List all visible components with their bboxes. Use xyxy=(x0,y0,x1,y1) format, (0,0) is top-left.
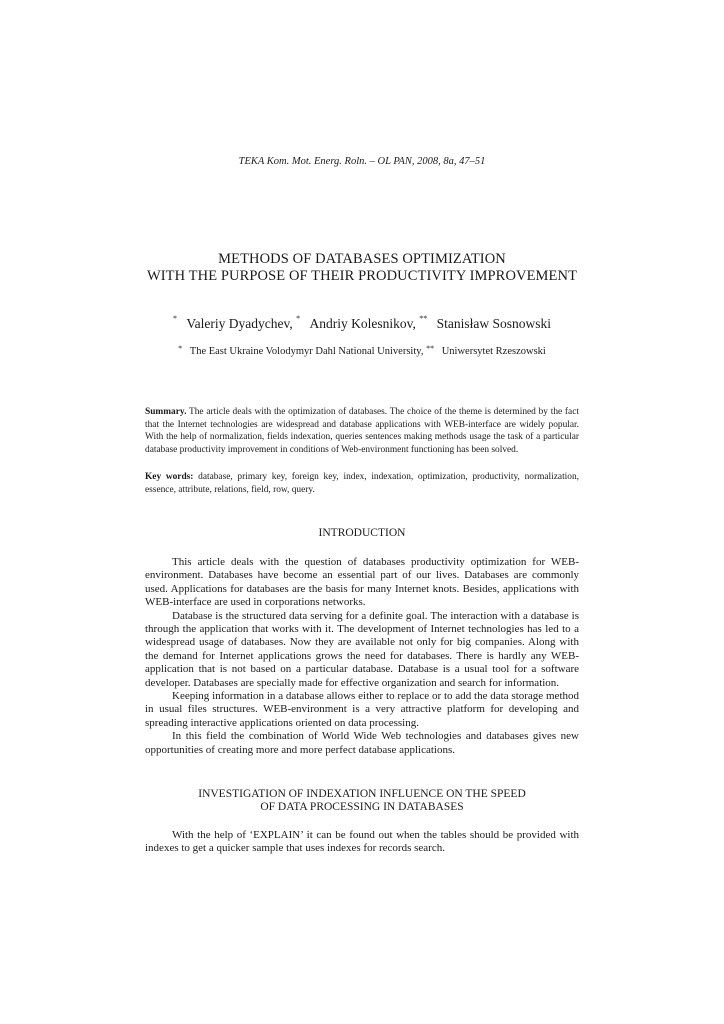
author-2: Andriy Kolesnikov, xyxy=(309,316,416,331)
abstract xyxy=(145,406,579,456)
affiliation-1-mark: * xyxy=(178,344,183,353)
summary-label: Summary. xyxy=(145,407,187,417)
section-heading-introduction: INTRODUCTION xyxy=(318,527,406,539)
affiliations xyxy=(0,346,724,357)
title-line-1: METHODS OF DATABASES OPTIMIZATION xyxy=(218,251,506,267)
keywords-label: Key words: xyxy=(145,472,194,482)
heading-line-1: INVESTIGATION OF INDEXATION INFLUENCE ON THE SPEED xyxy=(198,788,526,800)
author-3-mark: ** xyxy=(419,314,428,323)
author-3: Stanisław Sosnowski xyxy=(436,316,551,331)
keywords xyxy=(145,471,579,496)
heading-line-2: OF DATA PROCESSING IN DATABASES xyxy=(260,801,464,814)
keywords-text: database, primary key, foreign key, index, indexation, optimization, productivity, normalization, essence, attribute, relations, field, row, query. xyxy=(145,472,579,495)
investigation-body xyxy=(145,829,579,856)
author-1-mark: * xyxy=(173,314,177,323)
paragraph: This article deals with the question of databases productivity optimization for WEB-environment. Databases have become an essential part of our lives. Databases are commonly used. Applications for databases are the basis for many Internet knots. Besides, applications with WEB-interface are used in corporations networks. xyxy=(145,556,579,609)
introduction-body xyxy=(145,556,579,757)
journal-citation: TEKA Kom. Mot. Energ. Roln. – OL PAN, 2008, 8a, 47–51 xyxy=(238,156,486,167)
affiliation-2-mark: ** xyxy=(426,344,435,353)
summary-text: The article deals with the optimization of databases. The choice of the theme is determined by the fact that the Internet technologies are widespread and database applications with WEB-interface are widely popular. With the help of normalization, fields indexation, queries sentences making methods usage the task of a particular database productivity improvement in conditions of Web-environment functioning has been solved. xyxy=(145,407,579,455)
affiliation-2: Uniwersytet Rzeszowski xyxy=(441,346,546,357)
section-heading-investigation xyxy=(0,788,724,815)
affiliation-1: The East Ukraine Volodymyr Dahl National University, xyxy=(189,346,424,357)
author-1: Valeriy Dyadychev, xyxy=(186,316,293,331)
paragraph: Database is the structured data serving for a definite goal. The interaction with a database is through the application that works with it. The development of Internet technologies has led to a widespread usage of databases. Now they are available not only for big companies. Along with the demand for Internet applications grows the need for databases. There is hardly any WEB-application that is not based on a particular database. Database is a usual tool for a software developer. Databases are specially made for effective organization and search for information. xyxy=(145,609,579,689)
paragraph: In this field the combination of World Wide Web technologies and databases gives new opportunities of creating more and more perfect database applications. xyxy=(145,730,579,756)
paragraph: Keeping information in a database allows either to replace or to add the data storage method in usual files structures. WEB-environment is a very attractive platform for developing and spreading interactive applications oriented on data processing. xyxy=(145,690,579,729)
paper-title xyxy=(0,251,724,285)
author-2-mark: * xyxy=(296,314,301,323)
title-line-2: WITH THE PURPOSE OF THEIR PRODUCTIVITY IMPROVEMENT xyxy=(146,268,578,284)
author-list xyxy=(0,316,724,332)
paragraph: With the help of ‘EXPLAIN’ it can be found out when the tables should be provided with indexes to get a quicker sample that uses indexes for records search. xyxy=(145,829,579,855)
